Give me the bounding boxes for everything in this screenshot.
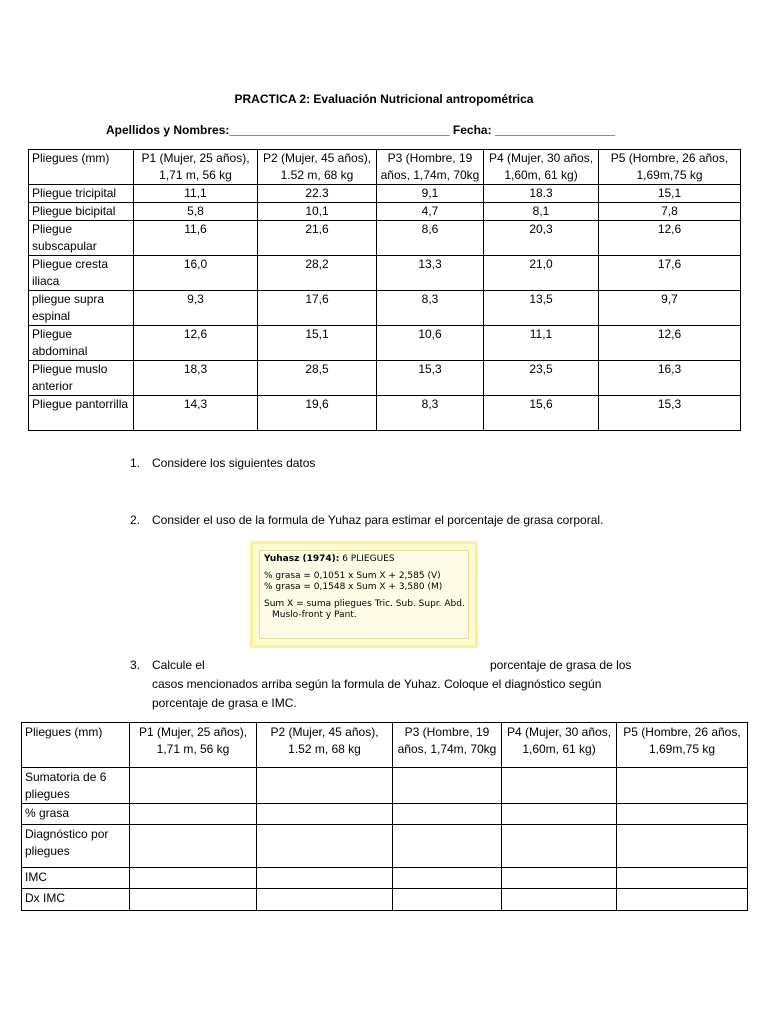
header-cell: P5 (Hombre, 26 años, 1,69m,75 kg xyxy=(617,723,748,768)
empty-cell[interactable] xyxy=(502,768,617,804)
table-row xyxy=(29,203,741,221)
question-text-b: porcentaje de grasa de los xyxy=(490,658,632,672)
table-cell: 15,1 xyxy=(258,326,377,361)
header-cell: Pliegues (mm) xyxy=(22,723,130,768)
header-cell: P5 (Hombre, 26 años, 1,69m,75 kg xyxy=(599,150,741,185)
table-cell: 13,5 xyxy=(484,291,599,326)
row-label: Pliegue muslo anterior xyxy=(29,361,134,396)
formula-content xyxy=(259,550,469,639)
row-label: Pliegue tricipital xyxy=(29,185,134,203)
table-row xyxy=(22,868,748,889)
empty-cell[interactable] xyxy=(617,768,748,804)
row-label: Pliegue cresta iliaca xyxy=(29,256,134,291)
empty-cell[interactable] xyxy=(393,889,502,911)
table-row xyxy=(29,361,741,396)
table-cell: 9,1 xyxy=(377,185,484,203)
header-cell: P4 (Mujer, 30 años, 1,60m, 61 kg) xyxy=(502,723,617,768)
question-text: Consider el uso de la formula de Yuhaz para estimar el porcentaje de grasa corporal. xyxy=(152,513,604,527)
table-cell: 19,6 xyxy=(258,396,377,431)
table-cell: 10,6 xyxy=(377,326,484,361)
table-cell: 12,6 xyxy=(599,326,741,361)
table-row xyxy=(22,804,748,825)
table-row xyxy=(29,221,741,256)
table-cell: 21,0 xyxy=(484,256,599,291)
header-cell: P3 (Hombre, 19 años, 1,74m, 70kg xyxy=(377,150,484,185)
table-cell: 22.3 xyxy=(258,185,377,203)
question-number: 1. xyxy=(130,456,141,470)
table-cell: 16,0 xyxy=(134,256,258,291)
question-number: 3. xyxy=(130,658,141,672)
header-cell: P2 (Mujer, 45 años), 1.52 m, 68 kg xyxy=(257,723,393,768)
formula-heading: Yuhasz (1974): xyxy=(264,554,340,564)
row-label: Pliegue subscapular xyxy=(29,221,134,256)
empty-cell[interactable] xyxy=(257,804,393,825)
header-cell: P3 (Hombre, 19 años, 1,74m, 70kg xyxy=(393,723,502,768)
page-title: PRACTICA 2: Evaluación Nutricional antropométrica xyxy=(234,92,534,106)
question-number: 2. xyxy=(130,513,141,527)
empty-cell[interactable] xyxy=(502,825,617,868)
formula-line: % grasa = 0,1051 x Sum X + 2,585 (V) xyxy=(264,571,441,581)
header-cell: P1 (Mujer, 25 años), 1,71 m, 56 kg xyxy=(130,723,257,768)
name-date-line: Apellidos y Nombres:_________________________________ Fecha: __________________ xyxy=(106,123,616,137)
header-cell: P4 (Mujer, 30 años, 1,60m, 61 kg) xyxy=(484,150,599,185)
row-label: Pliegue abdominal xyxy=(29,326,134,361)
yuhasz-formula-image xyxy=(250,541,478,648)
empty-cell[interactable] xyxy=(502,804,617,825)
empty-cell[interactable] xyxy=(130,889,257,911)
table-cell: 16,3 xyxy=(599,361,741,396)
row-label: pliegue supra espinal xyxy=(29,291,134,326)
table-cell: 10,1 xyxy=(258,203,377,221)
table-row xyxy=(29,185,741,203)
empty-cell[interactable] xyxy=(617,825,748,868)
header-cell: P2 (Mujer, 45 años), 1.52 m, 68 kg xyxy=(258,150,377,185)
empty-cell[interactable] xyxy=(393,825,502,868)
table-cell: 18,3 xyxy=(134,361,258,396)
question-text: Considere los siguientes datos xyxy=(152,456,316,470)
table-row xyxy=(29,291,741,326)
table-cell: 11,6 xyxy=(134,221,258,256)
table-cell: 15,6 xyxy=(484,396,599,431)
table-cell: 12,6 xyxy=(599,221,741,256)
empty-cell[interactable] xyxy=(257,868,393,889)
empty-cell[interactable] xyxy=(130,868,257,889)
skinfold-data-table xyxy=(28,149,741,431)
empty-cell[interactable] xyxy=(257,889,393,911)
table-row xyxy=(29,396,741,431)
empty-cell[interactable] xyxy=(502,868,617,889)
table-cell: 28,5 xyxy=(258,361,377,396)
table-cell: 4,7 xyxy=(377,203,484,221)
formula-line: Muslo-front y Pant. xyxy=(272,610,357,620)
table-cell: 9,7 xyxy=(599,291,741,326)
row-label: % grasa xyxy=(22,804,130,825)
empty-cell[interactable] xyxy=(617,889,748,911)
table-cell: 28,2 xyxy=(258,256,377,291)
table-cell: 17,6 xyxy=(599,256,741,291)
empty-cell[interactable] xyxy=(393,868,502,889)
row-label: Diagnóstico por pliegues xyxy=(22,825,130,868)
table-cell: 7,8 xyxy=(599,203,741,221)
formula-heading-rest: 6 PLIEGUES xyxy=(339,554,395,564)
table-row xyxy=(22,825,748,868)
table-header-row xyxy=(29,150,741,185)
question-3-line-2: casos mencionados arriba según la formula de Yuhaz. Coloque el diagnóstico según xyxy=(152,677,602,691)
header-cell: Pliegues (mm) xyxy=(29,150,134,185)
empty-cell[interactable] xyxy=(393,768,502,804)
table-cell: 14,3 xyxy=(134,396,258,431)
empty-cell[interactable] xyxy=(130,804,257,825)
table-cell: 5,8 xyxy=(134,203,258,221)
row-label: Dx IMC xyxy=(22,889,130,911)
empty-cell[interactable] xyxy=(617,868,748,889)
empty-cell[interactable] xyxy=(257,825,393,868)
table-row xyxy=(22,768,748,804)
formula-line: Sum X = suma pliegues Tric. Sub. Supr. Abd. xyxy=(264,599,465,609)
table-cell: 17,6 xyxy=(258,291,377,326)
table-cell: 13,3 xyxy=(377,256,484,291)
formula-line: % grasa = 0,1548 x Sum X + 3,580 (M) xyxy=(264,582,443,592)
table-cell: 21,6 xyxy=(258,221,377,256)
table-cell: 12,6 xyxy=(134,326,258,361)
results-table xyxy=(21,722,748,911)
table-cell: 15,3 xyxy=(377,361,484,396)
row-label: IMC xyxy=(22,868,130,889)
table-cell: 9,3 xyxy=(134,291,258,326)
empty-cell[interactable] xyxy=(502,889,617,911)
table-cell: 11,1 xyxy=(134,185,258,203)
row-label: Sumatoria de 6 pliegues xyxy=(22,768,130,804)
table-cell: 8,3 xyxy=(377,396,484,431)
table-row xyxy=(22,889,748,911)
empty-cell[interactable] xyxy=(130,768,257,804)
empty-cell[interactable] xyxy=(393,804,502,825)
row-label: Pliegue bicipital xyxy=(29,203,134,221)
table-cell: 18.3 xyxy=(484,185,599,203)
table-row xyxy=(29,326,741,361)
table-cell: 15,1 xyxy=(599,185,741,203)
table-cell: 8,1 xyxy=(484,203,599,221)
table-cell: 15,3 xyxy=(599,396,741,431)
table-row xyxy=(29,256,741,291)
question-3-line-3: porcentaje de grasa e IMC. xyxy=(152,696,297,710)
table-cell: 20,3 xyxy=(484,221,599,256)
header-cell: P1 (Mujer, 25 años), 1,71 m, 56 kg xyxy=(134,150,258,185)
row-label: Pliegue pantorrilla xyxy=(29,396,134,431)
table-cell: 8,6 xyxy=(377,221,484,256)
table-cell: 23,5 xyxy=(484,361,599,396)
empty-cell[interactable] xyxy=(130,825,257,868)
table-header-row xyxy=(22,723,748,768)
question-text-a: Calcule el xyxy=(152,658,205,672)
empty-cell[interactable] xyxy=(257,768,393,804)
empty-cell[interactable] xyxy=(617,804,748,825)
table-cell: 11,1 xyxy=(484,326,599,361)
table-cell: 8,3 xyxy=(377,291,484,326)
